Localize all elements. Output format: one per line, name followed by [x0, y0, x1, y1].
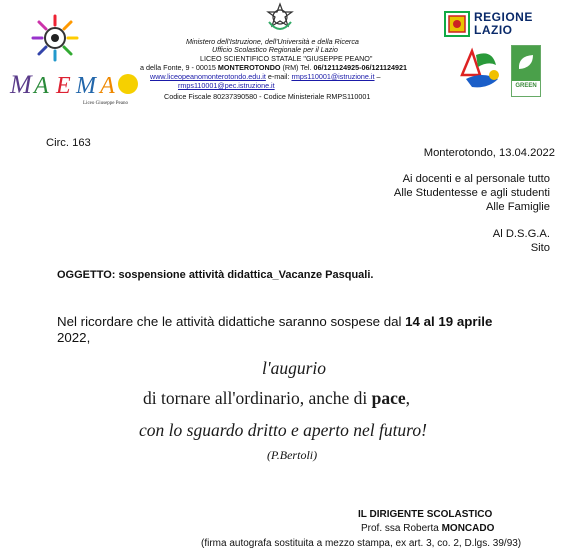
green-label: GREEN: [515, 83, 537, 89]
republic-emblem-icon: [265, 2, 295, 34]
office-line: Ufficio Scolastico Regionale per il Lazio: [212, 45, 338, 54]
school-name: LICEO SCIENTIFICO STATALE "GIUSEPPE PEANO": [200, 54, 373, 63]
wish-line-3: con lo sguardo dritto e aperto nel futuro!: [139, 420, 427, 440]
place-date: Monterotondo, 13.04.2022: [423, 147, 555, 159]
pec-line: [178, 82, 275, 91]
svg-text:A: A: [34, 73, 49, 99]
body-line-1: Nel ricordare che le attività didattiche saranno sospese dal 14 al 19 aprile: [57, 314, 493, 329]
sito: Sito: [530, 242, 550, 254]
ministry-line: Ministero dell'Istruzione, dell'Università e della Ricerca: [186, 37, 359, 46]
school-logo: [8, 8, 148, 108]
regione-lazio-logo: [444, 9, 540, 39]
svg-text:Liceo Giuseppe Peano: Liceo Giuseppe Peano: [83, 101, 128, 106]
body-line-2: 2022,: [57, 330, 91, 345]
recipient-1: Ai docenti e al personale tutto: [402, 173, 550, 185]
circular-number: Circ. 163: [46, 137, 91, 149]
signature-note: (firma autografa sostituita a mezzo stampa, ex art. 3, co. 2, D.lgs. 39/93): [201, 538, 522, 549]
website-link[interactable]: www.liceopeanomonterotondo.edu.it: [150, 72, 266, 81]
leaf-icon: [516, 52, 536, 72]
svg-text:A: A: [100, 73, 115, 99]
lazio-emblem-icon: [444, 11, 470, 37]
svg-text:E: E: [56, 73, 71, 99]
dsga: Al D.S.G.A.: [492, 228, 550, 240]
green-badge: [511, 45, 541, 97]
fiscal-line: Codice Fiscale 80237390580 - Codice Ministeriale RMPS110001: [164, 92, 371, 101]
wish-line-1: l'augurio: [262, 358, 327, 378]
wish-line-2: di tornare all'ordinario, anche di pace,: [143, 388, 411, 408]
sun-wheel-icon: [8, 8, 148, 108]
address-line: a della Fonte, 9 - 00015 MONTEROTONDO (RM) Tel. 06/121124925-06/121124921: [140, 63, 408, 72]
subject-line: OGGETTO: sospensione attività didattica_Vacanze Pasquali.: [57, 269, 374, 281]
quote-author: (P.Bertoli): [267, 448, 318, 462]
contacts-line: www.liceopeanomonterotondo.edu.it e-mail: rmps110001@istruzione.it –: [150, 72, 381, 81]
signature-name: Prof. ssa Roberta MONCADO: [361, 523, 495, 534]
region-line2: LAZIO: [474, 23, 513, 37]
recipient-2: Alle Studentesse e agli studenti: [393, 187, 550, 199]
recipient-3: Alle Famiglie: [485, 201, 550, 213]
colorful-shapes-logo: [458, 45, 504, 91]
signature-title: IL DIRIGENTE SCOLASTICO: [358, 509, 493, 520]
svg-text:M: M: [76, 73, 96, 99]
svg-text:M: M: [10, 70, 32, 99]
pec-link[interactable]: rmps110001@pec.istruzione.it: [178, 81, 275, 90]
region-line1: REGIONE: [474, 10, 533, 24]
email-link[interactable]: rmps110001@istruzione.it: [291, 72, 375, 81]
